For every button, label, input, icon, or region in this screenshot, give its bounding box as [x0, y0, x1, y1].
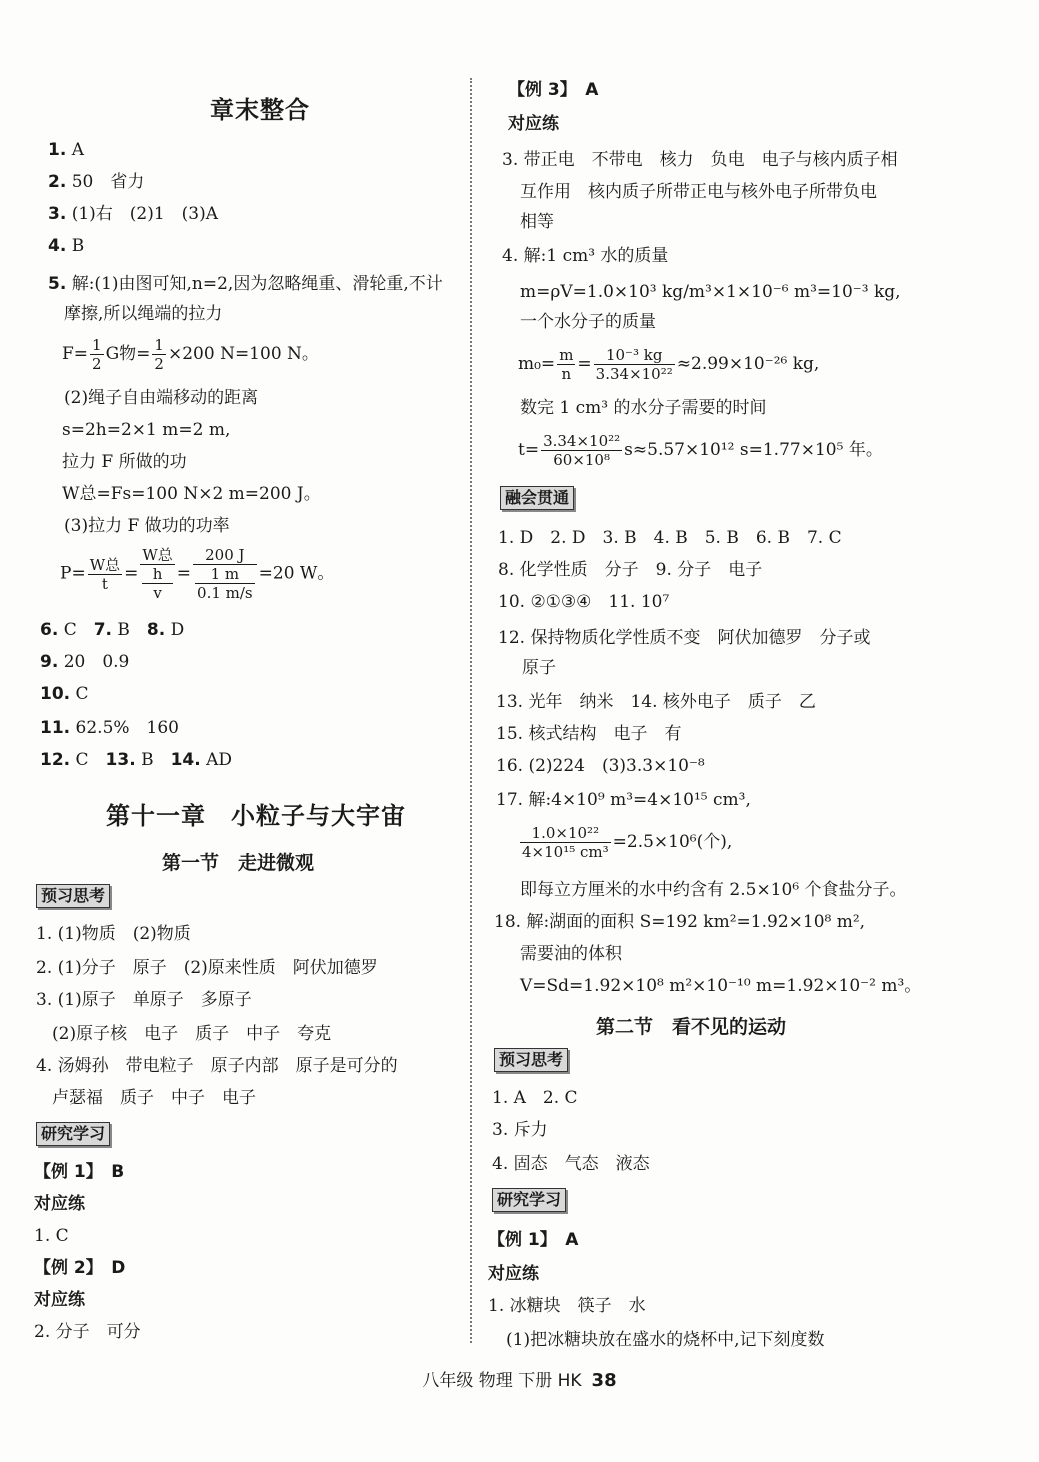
page-number: 38	[591, 1370, 617, 1391]
answer-line: 4. 汤姆孙 带电粒子 原子内部 原子是可分的	[36, 1056, 398, 1076]
answer-line: V=Sd=1.92×10⁸ m²×10⁻¹⁰ m=1.92×10⁻² m³。	[520, 976, 922, 996]
answer-line: 相等	[520, 212, 554, 232]
answer-line: 原子	[522, 658, 556, 678]
answer-line: 1. C	[34, 1226, 69, 1246]
answer-line: 2. (1)分子 原子 (2)原来性质 阿伏加德罗	[36, 958, 378, 978]
answer-line: 卢瑟福 质子 中子 电子	[52, 1088, 256, 1108]
example-line: 【例 1】 B	[34, 1162, 125, 1182]
answer-line: 4. 固态 气态 液态	[492, 1154, 650, 1174]
answer-line: 13. 光年 纳米 14. 核外电子 质子 乙	[496, 692, 816, 712]
answer-line: 1. (1)物质 (2)物质	[36, 924, 191, 944]
box-heading: 研究学习	[492, 1188, 566, 1212]
box-heading: 融会贯通	[500, 486, 574, 510]
answer-line: s=2h=2×1 m=2 m,	[62, 420, 231, 440]
formula-molecule-mass: m₀= $\frac{m}{n}$ = $\frac{\text{10⁻³ kg}}{\text{3.34×10²²}}$ ≈2.99×10⁻²⁶ kg,	[518, 346, 820, 383]
answer-line: 数完 1 cm³ 的水分子需要的时间	[520, 398, 767, 418]
answer-line: 11. 62.5% 160	[40, 718, 179, 738]
practice-label: 对应练	[508, 114, 559, 134]
answer-line: W总=Fs=100 N×2 m=200 J。	[62, 484, 321, 504]
answer-line: 2. 50 省力	[48, 172, 145, 192]
answer-line: 3. 斥力	[492, 1120, 548, 1140]
answer-line: 12. 保持物质化学性质不变 阿伏加德罗 分子或	[498, 628, 871, 648]
section-heading: 第二节 看不见的运动	[596, 1016, 787, 1038]
answer-line: 2. 分子 可分	[34, 1322, 141, 1342]
answer-line: 互作用 核内质子所带正电与核外电子所带负电	[520, 182, 877, 202]
answer-line: 1. A 2. C	[492, 1088, 578, 1108]
formula-salt-count: $\frac{\text{1.0×10²²}}{\text{4×10¹⁵ cm³}}$ =2.5×10⁶(个),	[522, 824, 733, 861]
section-title: 章末整合	[210, 95, 310, 124]
answer-line: 3. (1)原子 单原子 多原子	[36, 990, 252, 1010]
practice-label: 对应练	[488, 1264, 539, 1284]
box-heading: 预习思考	[494, 1048, 568, 1072]
formula-power: P= $\frac{\text{W总}}{t}$ = W总 h v = 200 J 1 m 0.1 m/s =20 W。	[60, 546, 335, 602]
practice-label: 对应练	[34, 1290, 85, 1310]
answer-line: 17. 解:4×10⁹ m³=4×10¹⁵ cm³,	[496, 790, 751, 810]
answer-line: 10. C	[40, 684, 89, 704]
answer-line: 6. C 7. B 8. D	[40, 620, 185, 640]
formula-time: t= $\frac{\text{3.34×10²²}}{\text{60×10⁸}}$ s≈5.57×10¹² s=1.77×10⁵ 年。	[518, 432, 883, 469]
footer-text: 八年级 物理 下册 HK	[422, 1371, 582, 1391]
answer-line: 12. C 13. B 14. AD	[40, 750, 233, 770]
answer-line: 拉力 F 所做的功	[62, 452, 187, 472]
answer-line: 1. 冰糖块 筷子 水	[488, 1296, 646, 1316]
answer-line: (1)把冰糖块放在盛水的烧杯中,记下刻度数	[506, 1330, 825, 1350]
answer-line: 1. D 2. D 3. B 4. B 5. B 6. B 7. C	[498, 528, 842, 548]
example-line: 【例 3】 A	[508, 80, 599, 100]
example-line: 【例 1】 A	[488, 1230, 579, 1250]
answer-line: (2)绳子自由端移动的距离	[64, 388, 259, 408]
answer-line: 1. A	[48, 140, 84, 160]
answer-line: 一个水分子的质量	[520, 312, 656, 332]
answer-line: 5. 解:(1)由图可知,n=2,因为忽略绳重、滑轮重,不计	[48, 274, 443, 294]
answer-line: 需要油的体积	[520, 944, 622, 964]
answer-line: 8. 化学性质 分子 9. 分子 电子	[498, 560, 763, 580]
chapter-title: 第十一章 小粒子与大宇宙	[106, 801, 406, 830]
answer-line: (2)原子核 电子 质子 中子 夸克	[52, 1024, 332, 1044]
formula-force: F= $\frac{1}{2}$ G物= $\frac{1}{2}$ ×200 N=100 N。	[62, 336, 319, 373]
example-line: 【例 2】 D	[34, 1258, 126, 1278]
answer-line: 即每立方厘米的水中约含有 2.5×10⁶ 个食盐分子。	[520, 880, 907, 900]
answer-line: 18. 解:湖面的面积 S=192 km²=1.92×10⁸ m²,	[494, 912, 866, 932]
page-footer	[0, 1366, 1039, 1391]
answer-line: 9. 20 0.9	[40, 652, 130, 672]
answer-line: 15. 核式结构 电子 有	[496, 724, 682, 744]
practice-label: 对应练	[34, 1194, 85, 1214]
answer-line: 4. 解:1 cm³ 水的质量	[502, 246, 669, 266]
answer-line: (3)拉力 F 做功的功率	[64, 516, 230, 536]
box-heading: 预习思考	[36, 884, 110, 908]
box-heading: 研究学习	[36, 1122, 110, 1146]
answer-line: 3. (1)右 (2)1 (3)A	[48, 204, 219, 224]
answer-line: m=ρV=1.0×10³ kg/m³×1×10⁻⁶ m³=10⁻³ kg,	[520, 282, 901, 302]
answer-line: 3. 带正电 不带电 核力 负电 电子与核内质子相	[502, 150, 898, 170]
answer-line: 10. ②①③④ 11. 10⁷	[498, 592, 670, 612]
answer-line: 摩擦,所以绳端的拉力	[64, 304, 223, 324]
column-divider	[470, 78, 472, 1343]
section-heading: 第一节 走进微观	[162, 852, 315, 874]
answer-line: 16. (2)224 (3)3.3×10⁻⁸	[496, 756, 705, 776]
answer-line: 4. B	[48, 236, 85, 256]
